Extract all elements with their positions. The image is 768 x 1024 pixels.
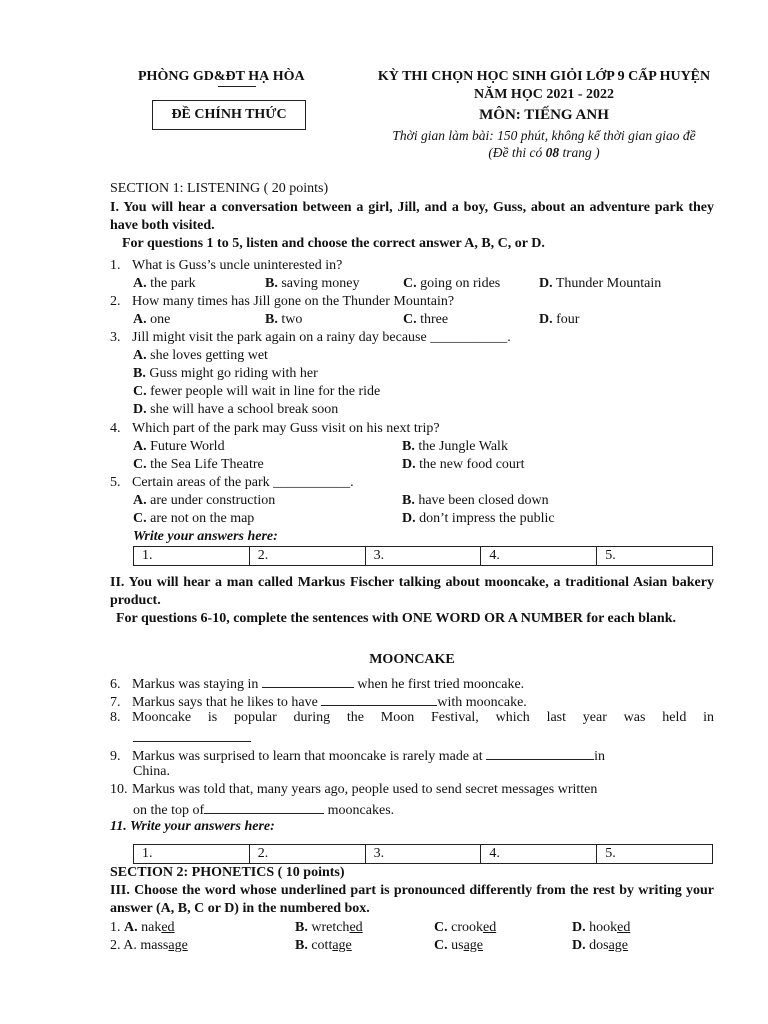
question-6: 6. Markus was staying in when he first tried mooncake. [110,673,524,694]
part3-intro: III. Choose the word whose underlined part is pronounced differently from the rest by writing your answer (A, B, C or D) in the numbered box. [110,883,714,916]
blank-8[interactable] [133,727,251,742]
page-count: (Đề thi có 08 trang ) [488,145,600,160]
header-rule [218,86,256,87]
answer-cell[interactable]: 5. [597,845,713,864]
q3-option-c: C. fewer people will wait in line for the ride [133,384,381,399]
q4-option-c: C. the Sea Life Theatre [133,457,264,472]
answer-table-2 [133,844,713,864]
question-8: 8. Mooncake is popular during the Moon Festival, which last year was held in [110,710,714,725]
phonetics-q2-d: D. dosage [572,938,629,953]
q1-option-a: A. the park [133,276,196,291]
exam-title: KỲ THI CHỌN HỌC SINH GIỎI LỚP 9 CẤP HUYỆN [377,69,711,84]
q2-option-d: D. four [539,312,580,327]
question-9-line2: China. [133,764,170,779]
part2-intro: II. You will hear a man called Markus Fischer talking about mooncake, a traditional Asian bakery product. [110,575,714,608]
q5-option-d: D. don’t impress the public [402,511,555,526]
phonetics-q2-c: C. usage [434,938,484,953]
answer-cell[interactable]: 2. [249,845,365,864]
question-3: 3. Jill might visit the park again on a rainy day because ___________. [110,330,511,345]
q4-option-b: B. the Jungle Walk [402,439,508,454]
answer-cell[interactable]: 1. [134,845,250,864]
q2-option-a: A. one [133,312,171,327]
blank-6[interactable] [262,673,354,688]
phonetics-q2-a: 2. A. massage [110,938,188,953]
answer-cell[interactable]: 4. [481,547,597,566]
q1-option-b: B. saving money [265,276,360,291]
subject: MÔN: TIẾNG ANH [479,107,609,123]
answer-cell[interactable]: 2. [249,547,365,566]
part2-instruction: For questions 6-10, complete the sentences with ONE WORD OR A NUMBER for each blank. [116,611,676,626]
section1-title: SECTION 1: LISTENING ( 20 points) [110,181,329,196]
time-note: Thời gian làm bài: 150 phút, không kể thời gian giao đề [392,128,696,143]
answer-cell[interactable]: 4. [481,845,597,864]
blank-9[interactable] [486,745,594,760]
question-10: 10. Markus was told that, many years ago, people used to send secret messages written [110,782,598,797]
question-2: 2. How many times has Jill gone on the Thunder Mountain? [110,294,455,309]
department-name: PHÒNG GD&ĐT HẠ HÒA [138,69,305,84]
q1-option-d: D. Thunder Mountain [539,276,662,291]
blank-7[interactable] [321,691,437,706]
q5-option-c: C. are not on the map [133,511,255,526]
question-10-line2: on the top of mooncakes. [133,799,394,820]
official-exam-box: ĐỀ CHÍNH THỨC [152,100,306,130]
q5-option-b: B. have been closed down [402,493,549,508]
mooncake-title: MOONCAKE [369,652,455,667]
question-1: 1. What is Guss’s uncle uninterested in? [110,258,343,273]
section2-title: SECTION 2: PHONETICS ( 10 points) [110,865,345,880]
write-answers-label-2: 11. Write your answers here: [110,819,275,834]
part1-instruction: For questions 1 to 5, listen and choose the correct answer A, B, C, or D. [122,236,545,251]
part1-intro: I. You will hear a conversation between a girl, Jill, and a boy, Guss, about an adventure park they have both visited. [110,200,714,233]
phonetics-q1-a: 1. A. naked [110,920,175,935]
answer-cell[interactable]: 1. [134,547,250,566]
q4-option-d: D. the new food court [402,457,525,472]
q5-option-a: A. are under construction [133,493,276,508]
q4-option-a: A. Future World [133,439,225,454]
q1-option-c: C. going on rides [403,276,501,291]
answer-table-1 [133,546,713,566]
question-7: 7. Markus says that he likes to have with mooncake. [110,691,527,712]
answer-cell[interactable]: 3. [365,547,481,566]
phonetics-q1-d: D. hooked [572,920,631,935]
school-year: NĂM HỌC 2021 - 2022 [474,87,614,102]
phonetics-q2-b: B. cottage [295,938,352,953]
question-4: 4. Which part of the park may Guss visit on his next trip? [110,421,440,436]
answer-cell[interactable]: 5. [597,547,713,566]
q3-option-d: D. she will have a school break soon [133,402,339,417]
phonetics-q1-b: B. wretched [295,920,363,935]
q2-option-b: B. two [265,312,303,327]
phonetics-q1-c: C. crooked [434,920,497,935]
q3-option-b: B. Guss might go riding with her [133,366,318,381]
answer-cell[interactable]: 3. [365,845,481,864]
question-9: 9. Markus was surprised to learn that mooncake is rarely made at in [110,745,714,766]
write-answers-label-1: Write your answers here: [133,529,278,544]
blank-10[interactable] [204,799,324,814]
q3-option-a: A. she loves getting wet [133,348,268,363]
q2-option-c: C. three [403,312,449,327]
question-5: 5. Certain areas of the park ___________. [110,475,354,490]
